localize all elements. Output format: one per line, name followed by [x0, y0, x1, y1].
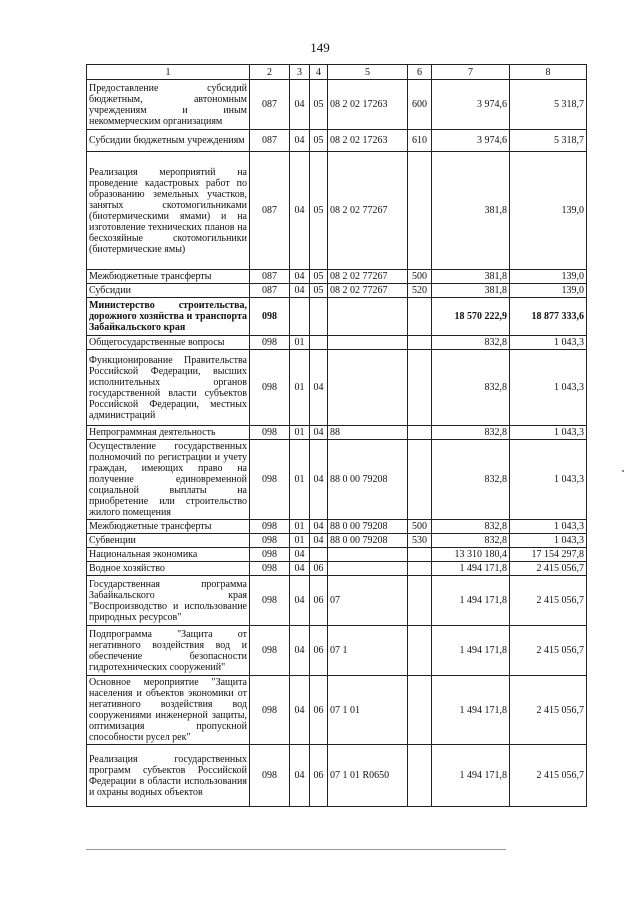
- subsection-cell: 06: [310, 626, 328, 676]
- target-article-cell: 08 2 02 77267: [328, 270, 408, 284]
- ministry-code-cell: 098: [250, 745, 290, 807]
- row-name-cell: Национальная экономика: [87, 548, 250, 562]
- row-name-cell: Реализация мероприятий на проведение кадастровых работ по образованию земельных участков, занятых скотомогильниками (биотермическими ямами) и на изготовление технических планов на бесхозяйные скотомогильники (биотермические ямы): [87, 152, 250, 270]
- expense-type-cell: [408, 298, 432, 336]
- expense-type-cell: [408, 440, 432, 520]
- target-article-cell: 88: [328, 426, 408, 440]
- ministry-code-cell: 098: [250, 426, 290, 440]
- table-row: [87, 130, 587, 152]
- row-name-cell: Подпрограмма "Защита от негативного воздействия вод и обеспечение безопасности гидротехнических сооружений": [87, 626, 250, 676]
- section-cell: 01: [290, 350, 310, 426]
- target-article-cell: 08 2 02 17263: [328, 80, 408, 130]
- table-row: [87, 152, 587, 270]
- amount-year1-cell: 1 494 171,8: [432, 745, 510, 807]
- bottom-rule: [86, 849, 506, 850]
- page-number: 149: [310, 40, 330, 55]
- subsection-cell: 05: [310, 284, 328, 298]
- table-row: [87, 270, 587, 284]
- subsection-cell: 04: [310, 534, 328, 548]
- section-cell: 04: [290, 676, 310, 745]
- target-article-cell: 08 2 02 77267: [328, 152, 408, 270]
- section-cell: 04: [290, 626, 310, 676]
- amount-year2-cell: 1 043,3: [510, 426, 587, 440]
- amount-year1-cell: 1 494 171,8: [432, 562, 510, 576]
- expense-type-cell: [408, 350, 432, 426]
- subsection-cell: 04: [310, 426, 328, 440]
- expense-type-cell: [408, 676, 432, 745]
- amount-year2-cell: 2 415 056,7: [510, 626, 587, 676]
- amount-year2-cell: 18 877 333,6: [510, 298, 587, 336]
- table-row: [87, 676, 587, 745]
- table-row: [87, 284, 587, 298]
- amount-year1-cell: 1 494 171,8: [432, 626, 510, 676]
- expense-type-cell: [408, 745, 432, 807]
- amount-year1-cell: 832,8: [432, 520, 510, 534]
- header-cell: 6: [408, 65, 432, 80]
- amount-year2-cell: 5 318,7: [510, 130, 587, 152]
- target-article-cell: [328, 298, 408, 336]
- ministry-code-cell: 098: [250, 626, 290, 676]
- ministry-code-cell: 087: [250, 80, 290, 130]
- table-row: [87, 576, 587, 626]
- section-cell: 04: [290, 576, 310, 626]
- amount-year1-cell: 18 570 222,9: [432, 298, 510, 336]
- target-article-cell: 08 2 02 17263: [328, 130, 408, 152]
- subsection-cell: 06: [310, 576, 328, 626]
- row-name-cell: Водное хозяйство: [87, 562, 250, 576]
- ministry-code-cell: 098: [250, 548, 290, 562]
- ministry-code-cell: 098: [250, 676, 290, 745]
- subsection-cell: 06: [310, 676, 328, 745]
- ministry-code-cell: 098: [250, 576, 290, 626]
- amount-year2-cell: 2 415 056,7: [510, 562, 587, 576]
- table-row: [87, 80, 587, 130]
- amount-year2-cell: 1 043,3: [510, 350, 587, 426]
- ministry-code-cell: 087: [250, 130, 290, 152]
- row-name-cell: Основное мероприятие "Защита населения и объектов экономики от негативного воздействия вод сооружениями инженерной защиты, оптимизация пропускной способности русел рек": [87, 676, 250, 745]
- expense-type-cell: [408, 336, 432, 350]
- ministry-code-cell: 098: [250, 350, 290, 426]
- section-cell: [290, 298, 310, 336]
- table-row: [87, 534, 587, 548]
- expense-type-cell: [408, 576, 432, 626]
- amount-year1-cell: 1 494 171,8: [432, 576, 510, 626]
- row-name-cell: Государственная программа Забайкальского края "Воспроизводство и использование природных ресурсов": [87, 576, 250, 626]
- row-name-cell: Субвенции: [87, 534, 250, 548]
- ministry-code-cell: 098: [250, 336, 290, 350]
- amount-year2-cell: 1 043,3: [510, 336, 587, 350]
- amount-year2-cell: 2 415 056,7: [510, 576, 587, 626]
- section-cell: 01: [290, 426, 310, 440]
- header-cell: 3: [290, 65, 310, 80]
- row-name-cell: Осуществление государственных полномочий по регистрации и учету граждан, имеющих право на получение единовременной социальной выплаты на приобретение или строительство жилого помещения: [87, 440, 250, 520]
- expense-type-cell: [408, 626, 432, 676]
- subsection-cell: 05: [310, 80, 328, 130]
- ministry-code-cell: 087: [250, 284, 290, 298]
- amount-year2-cell: 5 318,7: [510, 80, 587, 130]
- expense-type-cell: 610: [408, 130, 432, 152]
- amount-year1-cell: 381,8: [432, 284, 510, 298]
- table-row: [87, 440, 587, 520]
- row-name-cell: Общегосударственные вопросы: [87, 336, 250, 350]
- amount-year2-cell: 1 043,3: [510, 440, 587, 520]
- header-cell: 5: [328, 65, 408, 80]
- ministry-code-cell: 098: [250, 520, 290, 534]
- table-row: [87, 626, 587, 676]
- row-name-cell: Межбюджетные трансферты: [87, 270, 250, 284]
- target-article-cell: [328, 350, 408, 426]
- target-article-cell: 88 0 00 79208: [328, 520, 408, 534]
- amount-year2-cell: 1 043,3: [510, 534, 587, 548]
- section-cell: 01: [290, 520, 310, 534]
- subsection-cell: 04: [310, 520, 328, 534]
- amount-year1-cell: 832,8: [432, 426, 510, 440]
- ministry-code-cell: 087: [250, 270, 290, 284]
- ministry-code-cell: 098: [250, 298, 290, 336]
- target-article-cell: 07 1 01: [328, 676, 408, 745]
- amount-year2-cell: 139,0: [510, 270, 587, 284]
- header-cell: 8: [510, 65, 587, 80]
- amount-year2-cell: 139,0: [510, 152, 587, 270]
- table-row: [87, 350, 587, 426]
- expense-type-cell: 530: [408, 534, 432, 548]
- subsection-cell: 05: [310, 130, 328, 152]
- ministry-code-cell: 087: [250, 152, 290, 270]
- target-article-cell: 88 0 00 79208: [328, 534, 408, 548]
- amount-year2-cell: 1 043,3: [510, 520, 587, 534]
- section-cell: 01: [290, 440, 310, 520]
- budget-table: [86, 64, 587, 807]
- target-article-cell: 08 2 02 77267: [328, 284, 408, 298]
- ministry-code-cell: 098: [250, 534, 290, 548]
- amount-year1-cell: 381,8: [432, 152, 510, 270]
- table-row: [87, 745, 587, 807]
- section-cell: 04: [290, 130, 310, 152]
- table-row: [87, 336, 587, 350]
- header-cell: 1: [87, 65, 250, 80]
- amount-year1-cell: 381,8: [432, 270, 510, 284]
- subsection-cell: 04: [310, 350, 328, 426]
- section-cell: 04: [290, 270, 310, 284]
- ministry-code-cell: 098: [250, 440, 290, 520]
- header-cell: 7: [432, 65, 510, 80]
- scan-speck: [622, 470, 624, 472]
- target-article-cell: 07: [328, 576, 408, 626]
- amount-year1-cell: 3 974,6: [432, 130, 510, 152]
- expense-type-cell: 500: [408, 520, 432, 534]
- subsection-cell: [310, 298, 328, 336]
- section-cell: 04: [290, 548, 310, 562]
- expense-type-cell: [408, 426, 432, 440]
- amount-year2-cell: 2 415 056,7: [510, 676, 587, 745]
- table-row: [87, 548, 587, 562]
- expense-type-cell: [408, 562, 432, 576]
- section-cell: 04: [290, 745, 310, 807]
- amount-year1-cell: 832,8: [432, 350, 510, 426]
- target-article-cell: [328, 562, 408, 576]
- target-article-cell: [328, 336, 408, 350]
- section-cell: 04: [290, 562, 310, 576]
- row-name-cell: Субсидии: [87, 284, 250, 298]
- amount-year2-cell: 17 154 297,8: [510, 548, 587, 562]
- row-name-cell: Предоставление субсидий бюджетным, автономным учреждениям и иным некоммерческим организациям: [87, 80, 250, 130]
- subsection-cell: 05: [310, 270, 328, 284]
- header-cell: 4: [310, 65, 328, 80]
- target-article-cell: 88 0 00 79208: [328, 440, 408, 520]
- subsection-cell: 06: [310, 745, 328, 807]
- subsection-cell: 06: [310, 562, 328, 576]
- amount-year2-cell: 139,0: [510, 284, 587, 298]
- table-row: [87, 562, 587, 576]
- expense-type-cell: 520: [408, 284, 432, 298]
- amount-year1-cell: 832,8: [432, 534, 510, 548]
- section-cell: 04: [290, 152, 310, 270]
- table-row: [87, 426, 587, 440]
- expense-type-cell: [408, 152, 432, 270]
- section-cell: 01: [290, 534, 310, 548]
- header-row: [87, 65, 587, 80]
- subsection-cell: 05: [310, 152, 328, 270]
- row-name-cell: Непрограммная деятельность: [87, 426, 250, 440]
- target-article-cell: 07 1 01 R0650: [328, 745, 408, 807]
- target-article-cell: 07 1: [328, 626, 408, 676]
- header-cell: 2: [250, 65, 290, 80]
- row-name-cell: Межбюджетные трансферты: [87, 520, 250, 534]
- target-article-cell: [328, 548, 408, 562]
- amount-year1-cell: 832,8: [432, 336, 510, 350]
- subsection-cell: [310, 336, 328, 350]
- amount-year1-cell: 3 974,6: [432, 80, 510, 130]
- amount-year1-cell: 1 494 171,8: [432, 676, 510, 745]
- expense-type-cell: 500: [408, 270, 432, 284]
- amount-year2-cell: 2 415 056,7: [510, 745, 587, 807]
- expense-type-cell: [408, 548, 432, 562]
- subsection-cell: 04: [310, 440, 328, 520]
- table-row: [87, 298, 587, 336]
- section-cell: 01: [290, 336, 310, 350]
- table-row: [87, 520, 587, 534]
- amount-year1-cell: 13 310 180,4: [432, 548, 510, 562]
- section-cell: 04: [290, 284, 310, 298]
- row-name-cell: Реализация государственных программ субъектов Российской Федерации в области использования и охраны водных объектов: [87, 745, 250, 807]
- amount-year1-cell: 832,8: [432, 440, 510, 520]
- row-name-cell: Министерство строительства, дорожного хозяйства и транспорта Забайкальского края: [87, 298, 250, 336]
- section-cell: 04: [290, 80, 310, 130]
- ministry-code-cell: 098: [250, 562, 290, 576]
- row-name-cell: Функционирование Правительства Российской Федерации, высших исполнительных органов государственной власти субъектов Российской Федерации, местных администраций: [87, 350, 250, 426]
- expense-type-cell: 600: [408, 80, 432, 130]
- row-name-cell: Субсидии бюджетным учреждениям: [87, 130, 250, 152]
- subsection-cell: [310, 548, 328, 562]
